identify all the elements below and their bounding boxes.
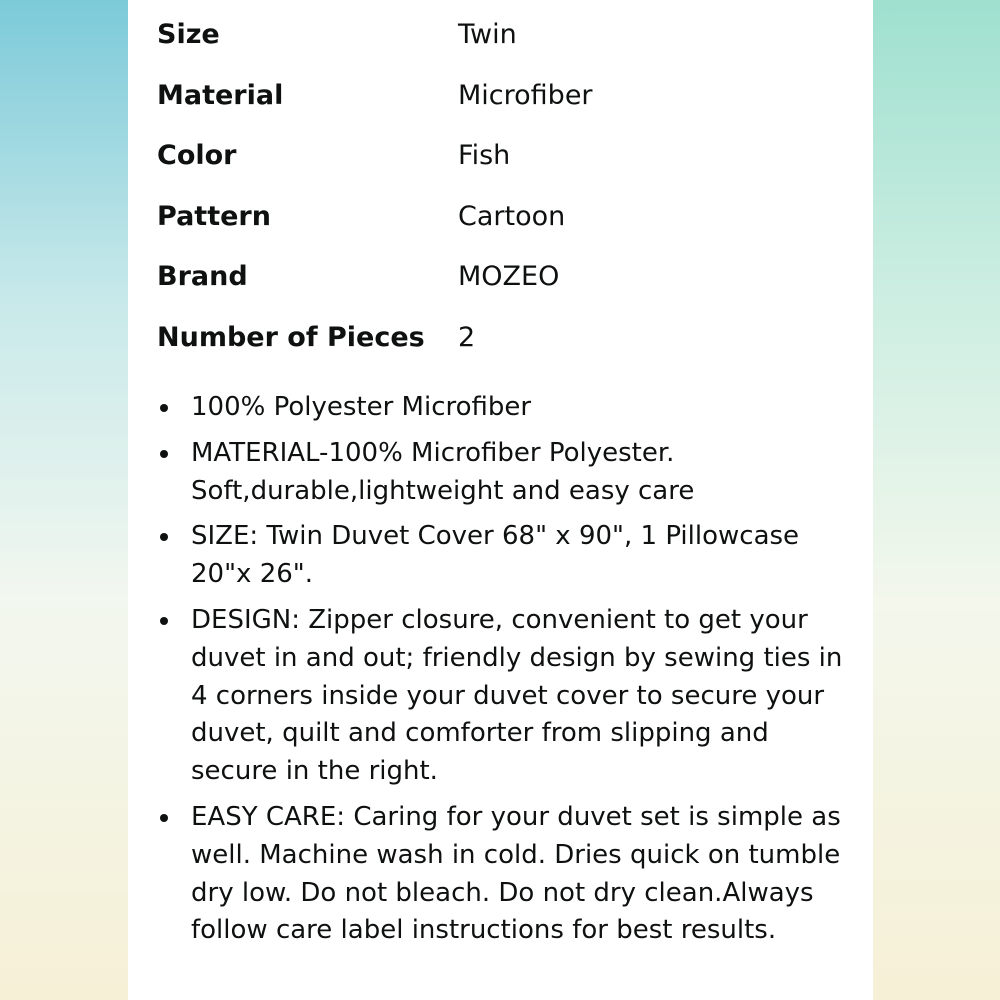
bullet-dot-icon <box>160 814 168 822</box>
spec-value: Microfiber <box>458 79 593 111</box>
bullet-dot-icon <box>160 533 168 541</box>
background-right-gradient <box>872 0 1000 1000</box>
bullet-dot-icon <box>160 450 168 458</box>
product-details-card <box>128 0 873 1000</box>
feature-bullet <box>157 602 857 791</box>
feature-bullet <box>157 799 857 950</box>
spec-value: Cartoon <box>458 200 566 232</box>
spec-row-material <box>157 74 847 135</box>
bullet-dot-icon <box>160 617 168 625</box>
feature-bullet <box>157 389 857 427</box>
spec-row-brand <box>157 255 847 316</box>
spec-value: MOZEO <box>458 261 560 293</box>
feature-bullet-text: EASY CARE: Caring for your duvet set is simple as well. Machine wash in cold. Dries quick on tumble dry low. Do not bleach. Do not dry clean.Always follow care label instructions for best results. <box>191 801 841 946</box>
spec-row-size <box>157 13 847 74</box>
spec-row-number-of-pieces <box>157 316 847 377</box>
spec-row-color <box>157 134 847 195</box>
spec-key: Number of Pieces <box>157 321 425 353</box>
spec-value: Twin <box>458 19 517 50</box>
spec-key: Size <box>157 19 220 50</box>
feature-bullet-text: DESIGN: Zipper closure, convenient to get your duvet in and out; friendly design by sewing ties in 4 corners inside your duvet cover to secure your duvet, quilt and comforter from slipping and secure in the right. <box>191 604 843 787</box>
spec-value: 2 <box>458 321 476 353</box>
spec-key: Brand <box>157 261 248 293</box>
bullet-dot-icon <box>160 404 168 412</box>
feature-bullet-text: SIZE: Twin Duvet Cover 68" x 90", 1 Pillowcase 20"x 26". <box>191 521 800 590</box>
background-left-gradient <box>0 0 128 1000</box>
spec-key: Color <box>157 140 237 172</box>
feature-bullet-text: MATERIAL-100% Microfiber Polyester. Soft,durable,lightweight and easy care <box>191 437 695 506</box>
feature-bullet <box>157 435 857 511</box>
feature-bullet-text: 100% Polyester Microfiber <box>191 392 532 422</box>
feature-bullet <box>157 518 857 594</box>
spec-value: Fish <box>458 140 511 172</box>
spec-key: Pattern <box>157 200 271 232</box>
product-specs-table <box>157 13 847 377</box>
spec-key: Material <box>157 79 284 111</box>
feature-bullet-list <box>157 389 857 958</box>
spec-row-pattern <box>157 195 847 256</box>
